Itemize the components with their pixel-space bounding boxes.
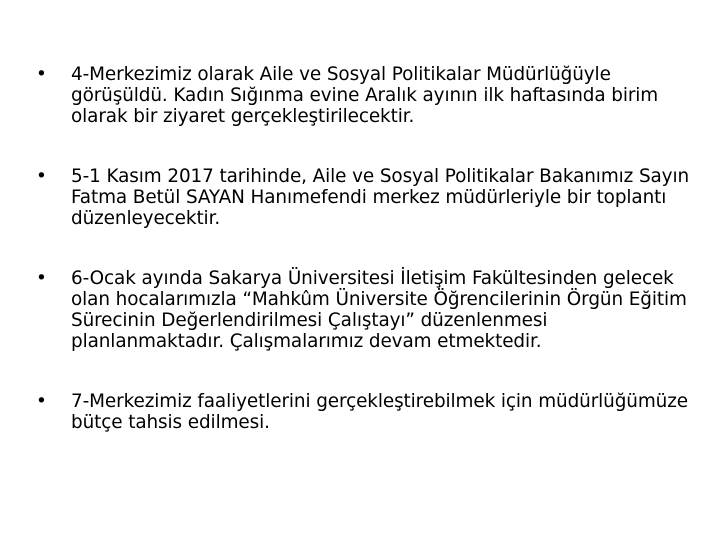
item-text: 1 Kasım 2017 tarihinde, Aile ve Sosyal Politikalar Bakanımız Sayın Fatma Betül SAYAN Hanımefendi merkez müdürleriyle bir toplantı düzenleyecektir.: [71, 166, 690, 229]
bullet-list: [36, 64, 692, 433]
bullet-dot: •: [36, 166, 47, 187]
item-number: 7-: [71, 391, 90, 412]
item-number: 6-: [71, 268, 90, 289]
bullet-dot: •: [36, 268, 47, 289]
bullet-item-5: [36, 166, 692, 229]
bullet-dot: •: [36, 391, 47, 412]
item-text: Merkezimiz olarak Aile ve Sosyal Politikalar Müdürlüğüyle görüşüldü. Kadın Sığınma evine Aralık ayının ilk haftasında birim olarak bir ziyaret gerçekleştirilecektir.: [71, 64, 659, 127]
bullet-item-7: [36, 391, 692, 433]
item-text: Ocak ayında Sakarya Üniversitesi İletişim Fakültesinden gelecek olan hocalarımızla “Mahkûm Üniversite Öğrencilerinin Örgün Eğitim Sürecinin Değerlendirilmesi Çalıştayı” düzenlenmesi planlanmaktadır. Çalışmalarımız devam etmektedir.: [71, 268, 687, 352]
bullet-item-4: [36, 64, 692, 127]
bullet-dot: •: [36, 64, 47, 85]
item-number: 4-: [71, 64, 90, 85]
bullet-item-6: [36, 268, 692, 352]
item-number: 5-: [71, 166, 90, 187]
item-text: Merkezimiz faaliyetlerini gerçekleştirebilmek için müdürlüğümüze bütçe tahsis edilmesi.: [71, 391, 688, 433]
